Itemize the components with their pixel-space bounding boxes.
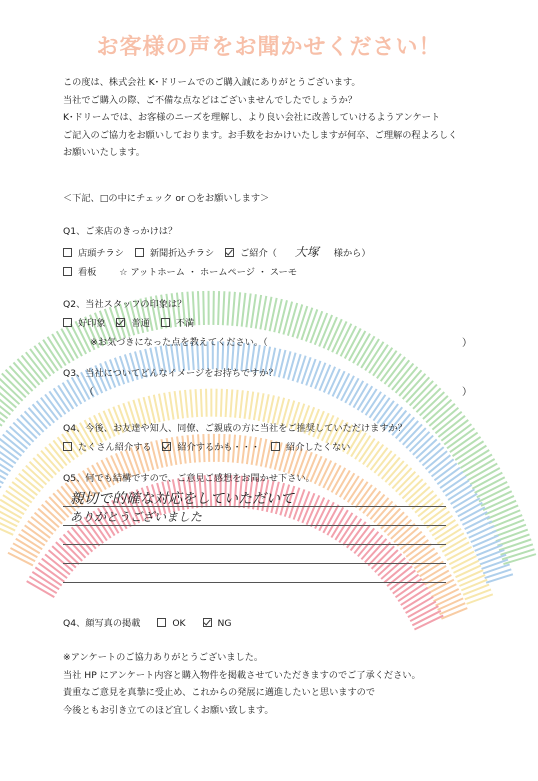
photo-ok-checkbox[interactable] <box>157 618 166 627</box>
photo-consent-question: Q4、顔写真の掲載 <box>63 618 141 629</box>
q2-question: Q2、当社スタッフの印象は？ <box>63 299 187 310</box>
q5-rule-3 <box>63 544 446 545</box>
q1-flyer-checkbox[interactable] <box>63 248 72 257</box>
photo-ng-checkbox[interactable] <box>203 618 212 627</box>
q1-referral-name: 大塚 <box>294 245 319 259</box>
q4-many-checkbox[interactable] <box>63 442 72 451</box>
q2-normal-checkbox[interactable] <box>116 318 125 327</box>
q2-bad-checkbox[interactable] <box>161 318 170 327</box>
q1-newspaper-checkbox[interactable] <box>135 248 144 257</box>
q5-rule-2 <box>63 525 446 526</box>
q3-close-paren: ） <box>462 387 472 398</box>
q5-answer-line-1: 親切で的確な対応をしていただいて <box>70 491 294 507</box>
footer-text: ※アンケートのご協力ありがとうございました。 当社 HP にアンケート内容と購入物件を掲載させていただきますのでご了承ください。 貴重なご意見を真摯に受止め、これからの発展に邁進したいと思いますので 今後ともお引き立てのほど宜しくお願い致します。 <box>63 652 421 716</box>
q5-rule-4 <box>63 563 446 564</box>
q4-row: たくさん紹介する 紹介するかも・・・ 紹介したくない <box>63 439 350 453</box>
intro-text: この度は、株式会社 K･ドリームでのご購入誠にありがとうございます。 当社でご購入の際、ご不備な点などはございませんでしたでしょうか？ K･ドリームでは、お客様のニーズを理解し、より良い会社に改善していけるようアンケート ご記入のご協力をお願いしております。お手数をおかけいたしますが何卒、ご理解の程よろしく お願いいたします。 <box>63 77 458 158</box>
q2-sub-prompt: ※お気づきになった点を教えてください。（ <box>90 337 268 348</box>
photo-consent-row: Q4、顔写真の掲載 OK NG <box>63 618 232 629</box>
q2-good-checkbox[interactable] <box>63 318 72 327</box>
q2-close-paren: ） <box>462 338 472 349</box>
q5-question: Q5、何でも結構ですので、ご意見ご感想をお聞かせ下さい。 <box>63 473 315 484</box>
q3-question: Q3、当社についてどんなイメージをお持ちですか？ <box>63 368 278 379</box>
q5-answer-line-2: ありがとうございました <box>70 510 203 524</box>
q4-no-checkbox[interactable] <box>271 442 280 451</box>
page-title: お客様の声をお聞かせください！ <box>96 35 442 60</box>
q1-referral-checkbox[interactable] <box>225 248 234 257</box>
q1-sign-checkbox[interactable] <box>63 267 72 276</box>
q4-question: Q4、今後、お友達や知人、同僚、ご親戚の方に当社をご推奨していただけますか？ <box>63 423 407 434</box>
q1-row-2: 看板 ☆ アットホーム ・ ホームページ ・ スーモ <box>63 264 297 278</box>
q1-row-1: 店頭チラシ 新聞折込チラシ ご紹介（ 大塚 様から） <box>63 243 371 260</box>
q5-rule-5 <box>63 582 446 583</box>
q1-question: Q1、ご来店のきっかけは？ <box>63 226 178 237</box>
q3-open-paren: （ <box>84 387 94 398</box>
q4-maybe-checkbox[interactable] <box>162 442 171 451</box>
q2-row: 好印象 普通 不満 <box>63 315 194 329</box>
q5-rule-1 <box>63 506 446 507</box>
instruction-note: ＜下記、□の中にチェック or ○をお願いします＞ <box>63 193 270 204</box>
